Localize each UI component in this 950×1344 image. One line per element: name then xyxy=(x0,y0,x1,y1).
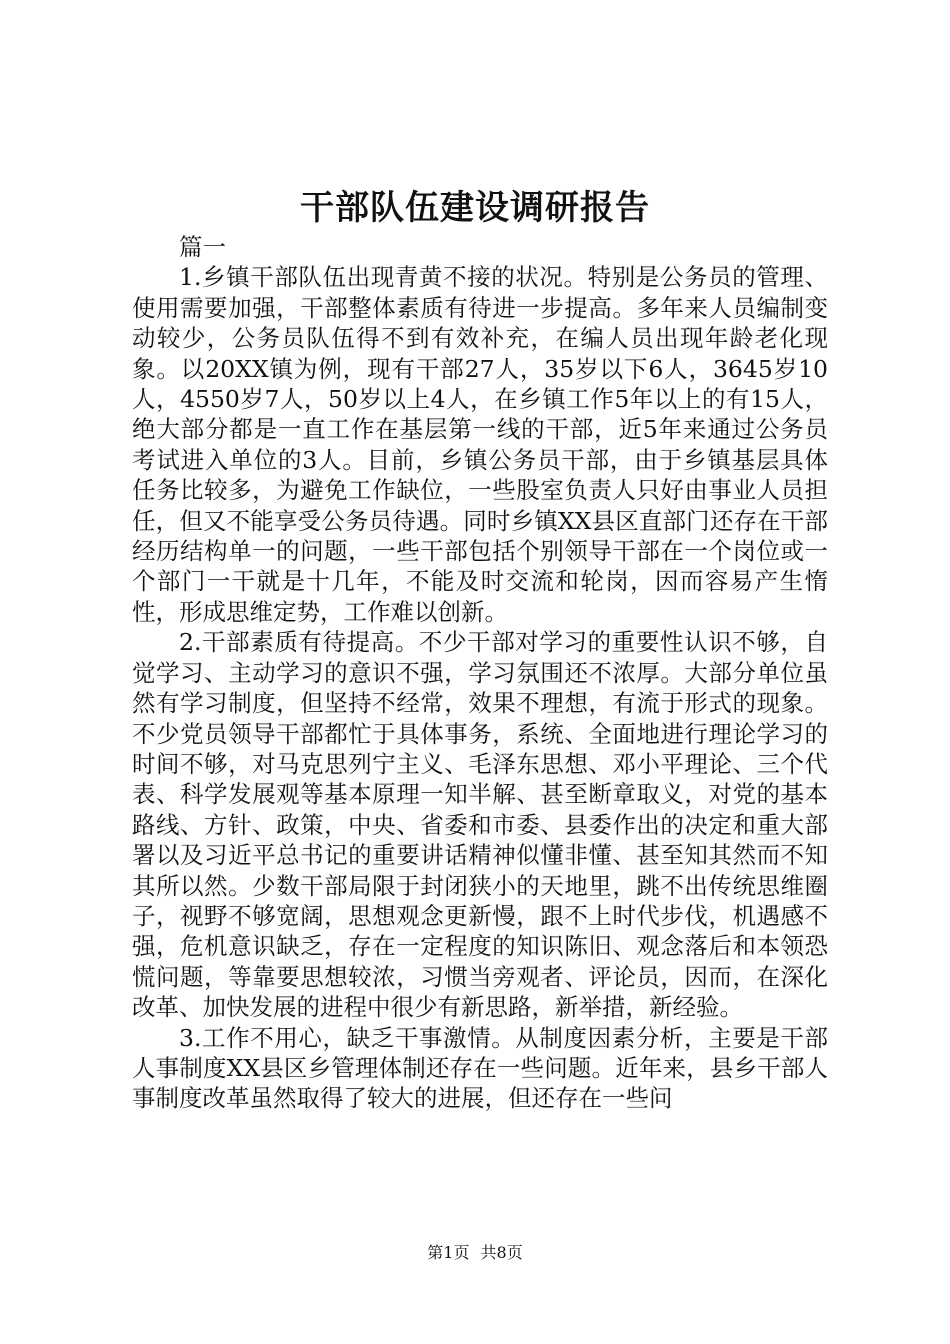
section-label: 篇一 xyxy=(179,233,226,261)
page-number-total: 共8页 xyxy=(480,1243,523,1262)
paragraph-2: 2.干部素质有待提高。不少干部对学习的重要性认识不够，自觉学习、主动学习的意识不强，学习氛围还不浓厚。大部分单位虽然有学习制度，但坚持不经常，效果不理想，有流于形式的现象。不少党员领导干部都忙于具体事务，系统、全面地进行理论学习的时间不够，对马克思列宁主义、毛泽东思想、邓小平理论、三个代表、科学发展观等基本原理一知半解、甚至断章取义，对党的基本路线、方针、政策，中央、省委和市委、县委作出的决定和重大部署以及习近平总书记的重要讲话精神似懂非懂、甚至知其然而不知其所以然。少数干部局限于封闭狭小的天地里，跳不出传统思维圈子，视野不够宽阔，思想观念更新慢，跟不上时代步伐，机遇感不强，危机意识缺乏，存在一定程度的知识陈旧、观念落后和本领恐慌问题，等靠要思想较浓，习惯当旁观者、评论员，因而，在深化改革、加快发展的进程中很少有新思路，新举措，新经验。 xyxy=(132,628,828,1022)
paragraph-3: 3.工作不用心，缺乏干事激情。从制度因素分析，主要是干部人事制度XX县区乡管理体制还存在一些问题。近年来，县乡干部人事制度改革虽然取得了较大的进展，但还存在一些问 xyxy=(132,1023,828,1113)
document-body xyxy=(132,232,828,1114)
page-number-current: 第1页 xyxy=(427,1243,470,1262)
document-title: 干部队伍建设调研报告 xyxy=(300,188,650,228)
paragraph-1: 1.乡镇干部队伍出现青黄不接的状况。特别是公务员的管理、使用需要加强，干部整体素质有待进一步提高。多年来人员编制变动较少，公务员队伍得不到有效补充，在编人员出现年龄老化现象。以20XX镇为例，现有干部27人，35岁以下6人，3645岁10人，4550岁7人，50岁以上4人，在乡镇工作5年以上的有15人，绝大部分都是一直工作在基层第一线的干部，近5年来通过公务员考试进入单位的3人。目前，乡镇公务员干部，由于乡镇基层具体任务比较多，为避免工作缺位，一些股室负责人只好由事业人员担任，但又不能享受公务员待遇。同时乡镇XX县区直部门还存在干部经历结构单一的问题，一些干部包括个别领导干部在一个岗位或一个部门一干就是十几年，不能及时交流和轮岗，因而容易产生惰性，形成思维定势，工作难以创新。 xyxy=(132,263,828,626)
page-footer xyxy=(0,1242,950,1264)
